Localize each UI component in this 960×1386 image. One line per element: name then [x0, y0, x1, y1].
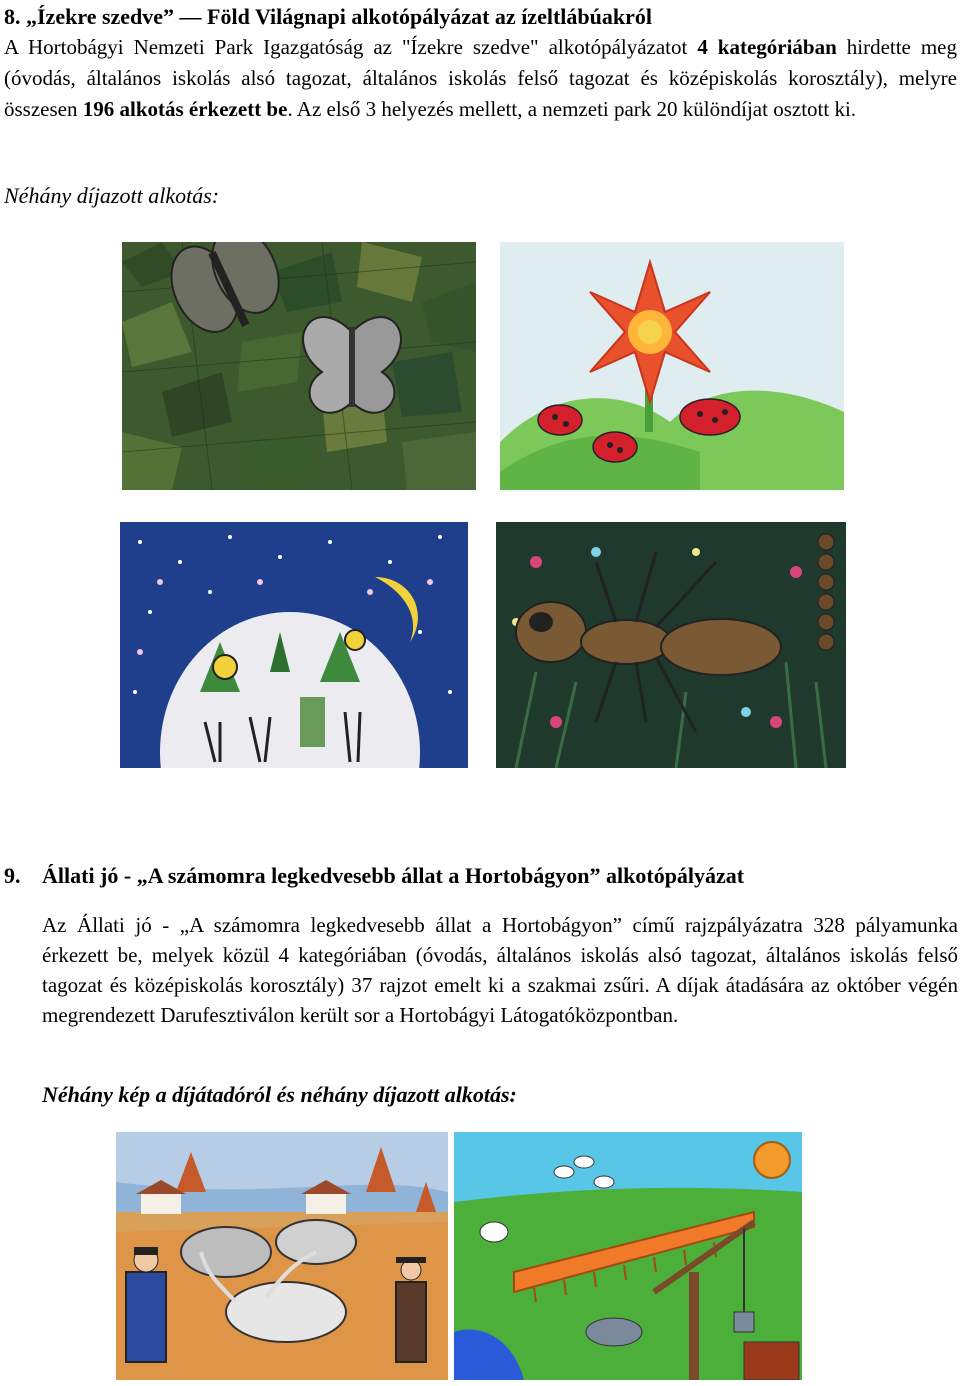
paragraph-text: . Az első 3 helyezés mellett, a nemzeti park 20 különdíjat osztott ki.	[287, 97, 857, 121]
artwork-flower-ladybugs-image	[500, 242, 844, 490]
section-9-number: 9.	[4, 863, 21, 888]
artwork-night-globe-image	[120, 522, 468, 768]
artwork-butterflies-image	[122, 242, 476, 490]
paragraph-text: hirdette meg (óvodás, általános iskolás alsó tagozat, általános iskolás felső tagozat és középiskolás korosztály), melyre összesen	[4, 35, 957, 121]
section-9-heading	[4, 862, 954, 890]
artwork-cattle-herders-image	[116, 1132, 448, 1380]
section-8-heading: 8. „Ízekre szedve” — Föld Világnapi alkotópályázat az ízeltlábúakról	[4, 4, 652, 29]
section-9-title: Állati jó - „A számomra legkedvesebb állat a Hortobágyon” alkotópályázat	[42, 863, 745, 888]
section-8-paragraph	[4, 32, 957, 125]
artwork-ant-image	[496, 522, 846, 768]
section-8-caption: Néhány díjazott alkotás:	[4, 183, 220, 208]
section-9-paragraph: Az Állati jó - „A számomra legkedvesebb állat a Hortobágyon” című rajzpályázatra 328 pályamunka érkezett be, melyek közül 4 kategóriában (óvodás, általános iskolás alsó tagozat, általános iskolás felső tagozat és középiskolás korosztály) 37 rajzot emelt ki a szakmai zsűri. A díjak átadására az október végén megrendezett Darufesztiválon került sor a Hortobágyi Látogatóközpontban.	[42, 913, 958, 1027]
artwork-field-well-image	[454, 1132, 802, 1380]
paragraph-text: A Hortobágyi Nemzeti Park Igazgatóság az "Ízekre szedve" alkotópályázatot	[4, 35, 698, 59]
section-9-caption: Néhány kép a díjátadóról és néhány díjazott alkotás:	[42, 1082, 517, 1107]
paragraph-bold-count: 196 alkotás érkezett be	[82, 97, 288, 121]
paragraph-bold-categories: 4 kategóriában	[697, 35, 837, 59]
